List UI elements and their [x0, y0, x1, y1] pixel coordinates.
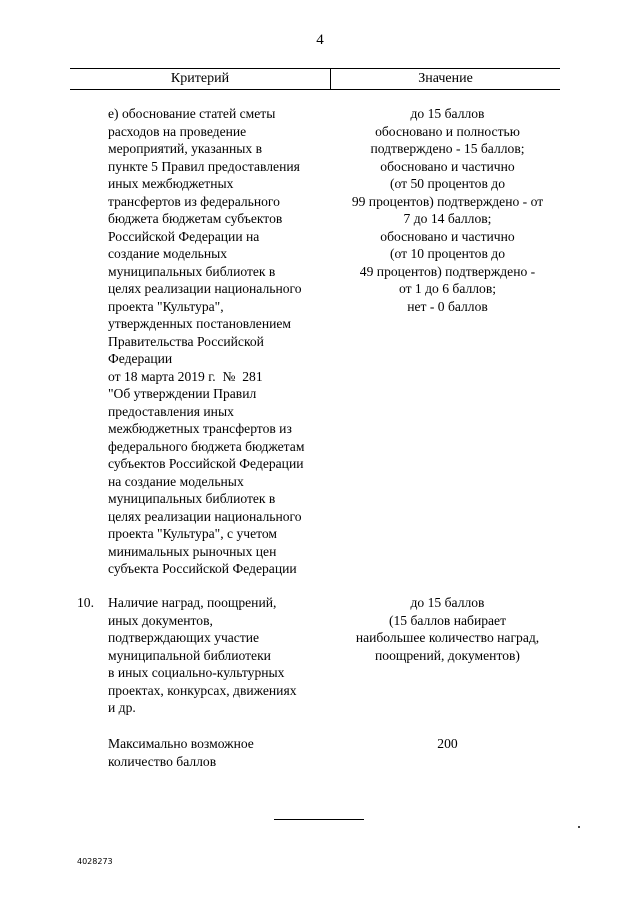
- total-label: Максимально возможное количество баллов: [108, 736, 254, 769]
- scan-speck: [578, 826, 580, 828]
- document-id: 4028273: [77, 857, 113, 866]
- row-e-criterion: е) обоснование статей сметы расходов на проведение мероприятий, указанных в пункте 5 Правил предоставления иных межбюджетных трансфертов из федерального бюджета бюджетам субъектов Российской Федерации на создание модельных муниципальных библиотек в целях реализации национального проекта "Культура", утвержденных постановлением Правительства Российской Федерации от 18 марта 2019 г. № 281 "Об утверждении Правил предоставления иных межбюджетных трансфертов из федерального бюджета бюджетам субъектов Российской Федерации на создание модельных муниципальных библиотек в целях реализации национального проекта "Культура", с учетом минимальных рыночных цен субъекта Российской Федерации: [108, 106, 305, 576]
- row-e-value: до 15 баллов обосновано и полностью подтверждено - 15 баллов; обосновано и частично (от 50 процентов до 99 процентов) подтверждено - от 7 до 14 баллов; обосновано и частично (от 10 процентов до 49 процентов) подтверждено - от 1 до 6 баллов; нет - 0 баллов: [351, 106, 544, 314]
- end-rule: [274, 819, 364, 820]
- row-10-number: 10.: [77, 595, 94, 610]
- row-10-criterion: Наличие наград, поощрений, иных документов, подтверждающих участие муниципальной библиотеки в иных социально-культурных проектах, конкурсах, движениях и др.: [108, 595, 297, 715]
- page-number: 4: [316, 32, 324, 48]
- row-10-value: до 15 баллов (15 баллов набирает наибольшее количество наград, поощрений, документов): [355, 595, 540, 663]
- header-value: Значение: [418, 71, 473, 86]
- total-value: 200: [437, 736, 458, 751]
- header-criterion: Критерий: [170, 71, 230, 86]
- table-top-rule: [70, 68, 560, 69]
- table-header-rule: [70, 89, 560, 90]
